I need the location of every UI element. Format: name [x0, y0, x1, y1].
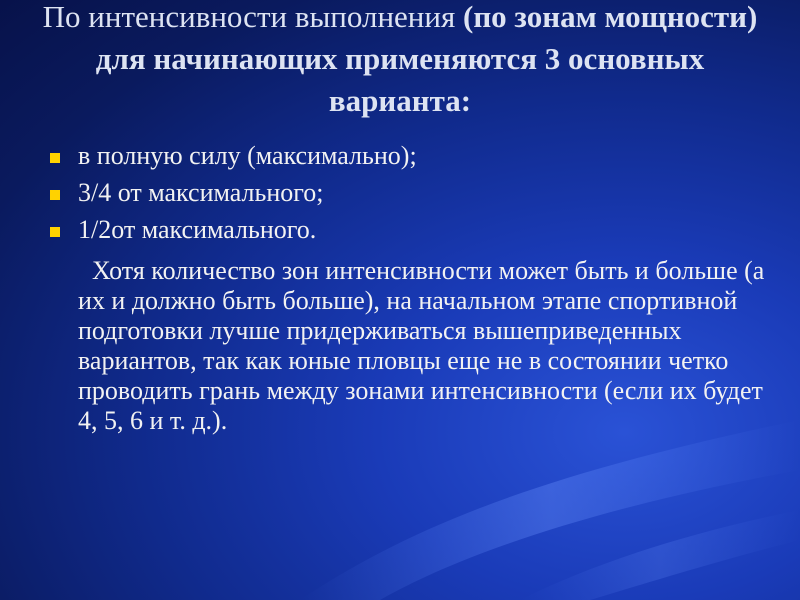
- list-item: [46, 215, 766, 252]
- list-item: [46, 178, 766, 215]
- square-bullet-icon: [50, 190, 60, 200]
- list-item-text: 1/2от максимального.: [78, 215, 317, 244]
- square-bullet-icon: [50, 227, 60, 237]
- explanation-paragraph: Хотя количество зон интенсивности может быть и больше (а их и должно быть больше), на начальном этапе спортивной подготовки лучше придерживаться вышеприведенных вариантов, так как юные пловцы еще не в состоянии четко проводить грань между зонами интенсивности (если их будет 4, 5, 6 и т. д.).: [78, 256, 765, 435]
- slide-title: [30, 0, 770, 122]
- title-plain-part: По интенсивности выполнения: [42, 0, 463, 34]
- list-item-text: 3/4 от максимального;: [78, 178, 324, 207]
- square-bullet-icon: [50, 153, 60, 163]
- title-bold-part: (по зонам мощности) для начинающих применяются 3 основных варианта:: [95, 0, 758, 118]
- list-item-text: в полную силу (максимально);: [78, 141, 417, 170]
- bullet-list: [46, 141, 766, 252]
- list-item: [46, 141, 766, 178]
